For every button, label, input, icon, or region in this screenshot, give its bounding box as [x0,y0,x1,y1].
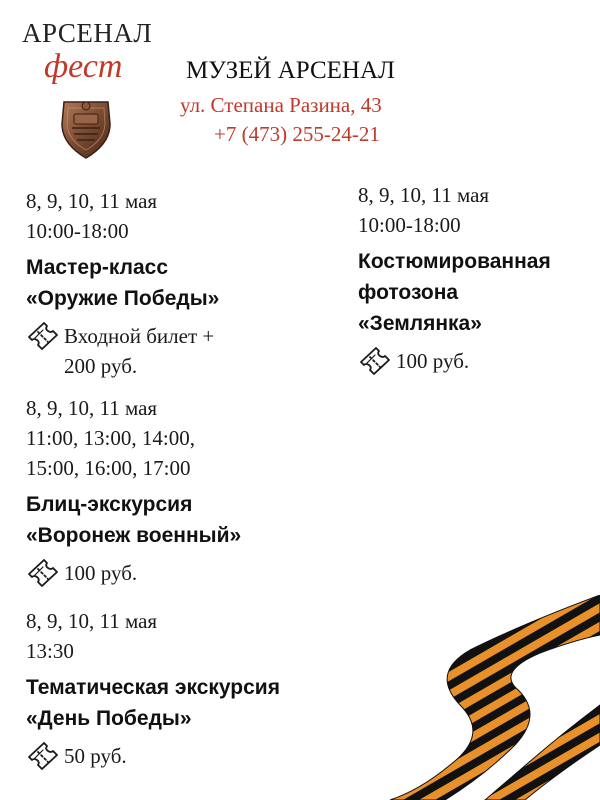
price-line: Входной билет + [64,324,215,348]
event-dates: 8, 9, 10, 11 мая [26,189,158,213]
event-thematic-excursion [26,606,280,771]
event-title-line: «Оружие Победы» [26,287,220,310]
museum-name: МУЗЕЙ АРСЕНАЛ [186,57,395,84]
event-title-line: «Землянка» [358,312,482,335]
event-dates: 8, 9, 10, 11 мая [358,183,490,207]
price-line: 50 руб. [64,744,127,768]
event-title [26,672,280,734]
event-title [26,252,219,314]
price-line: 100 руб. [64,561,138,585]
museum-address: ул. Степана Разина, 43 [180,93,382,117]
event-title-line: фотозона [358,281,459,304]
event-times: 15:00, 16:00, 17:00 [26,456,191,480]
ticket-icon [358,346,392,376]
price-line: 200 руб. [64,354,138,378]
ticket-icon [26,741,60,771]
ticket-icon [26,321,60,351]
event-title [358,246,551,339]
event-times: 10:00-18:00 [358,213,461,237]
event-blitz-excursion [26,393,241,588]
event-price [26,741,280,771]
ticket-icon [26,558,60,588]
shield-emblem-icon [58,94,114,160]
st-george-ribbon [310,595,600,800]
event-price [26,321,219,381]
event-times: 13:30 [26,639,74,663]
event-title-line: «День Победы» [26,707,192,730]
event-title-line: Мастер-класс [26,256,169,279]
arsenal-fest-logo [20,18,160,168]
logo-script: фест [44,48,123,85]
event-title [26,489,241,551]
event-title-line: «Воронеж военный» [26,524,242,547]
price-line: 100 руб. [396,349,470,373]
museum-phone[interactable]: +7 (473) 255-24-21 [214,122,380,146]
event-dates: 8, 9, 10, 11 мая [26,609,158,633]
event-price [26,558,241,588]
event-title-line: Костюмированная [358,250,551,273]
event-master-class [26,186,219,381]
event-times: 10:00-18:00 [26,219,129,243]
event-title-line: Блиц-экскурсия [26,493,193,516]
event-times: 11:00, 13:00, 14:00, [26,426,195,450]
logo-title: АРСЕНАЛ [22,18,153,48]
event-dates: 8, 9, 10, 11 мая [26,396,158,420]
event-price [358,346,551,376]
event-title-line: Тематическая экскурсия [26,676,280,699]
event-costume-photozone [358,180,551,376]
